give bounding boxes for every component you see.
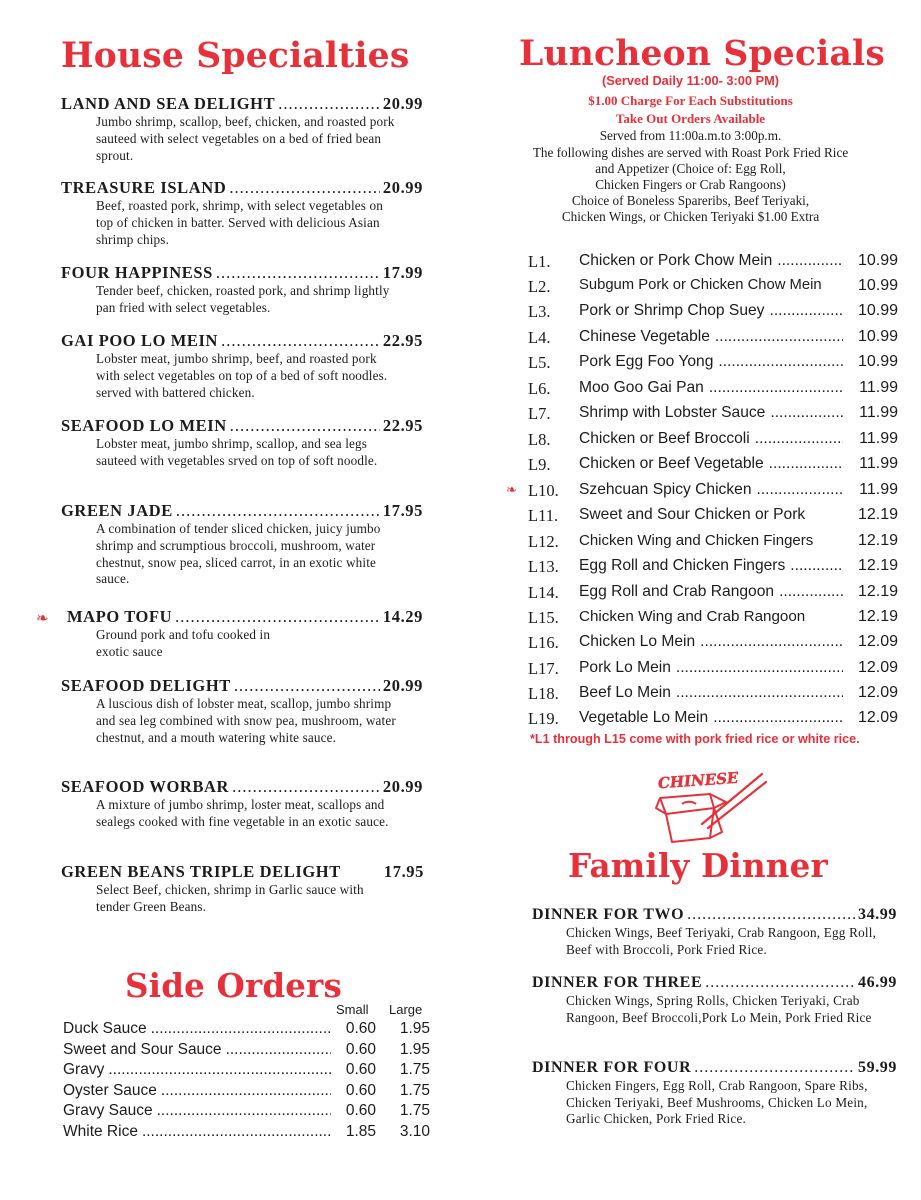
luncheon-info-line: Chicken Fingers or Crab Rangoons) bbox=[595, 177, 786, 192]
luncheon-info-line: The following dishes are served with Roast Pork Fried Rice bbox=[532, 145, 849, 160]
luncheon-item-name: Chicken Lo Mein bbox=[579, 633, 696, 650]
side-order-name: Sweet and Sour Sauce bbox=[63, 1041, 222, 1058]
side-order-small-price: 0.60 bbox=[345, 1102, 376, 1119]
menu-item-heading bbox=[61, 777, 423, 797]
leader-dots bbox=[769, 302, 843, 320]
luncheon-item[interactable] bbox=[528, 252, 898, 276]
family-dinner-name: DINNER FOR THREE bbox=[532, 974, 703, 991]
luncheon-takeout-note: Take Out Orders Available bbox=[615, 111, 766, 126]
side-order-small-price: 1.85 bbox=[345, 1123, 376, 1140]
luncheon-item[interactable] bbox=[528, 532, 898, 556]
luncheon-item-name: Chinese Vegetable bbox=[579, 328, 710, 345]
luncheon-item-code: L18. bbox=[528, 684, 559, 703]
menu-item-price: 22.95 bbox=[382, 416, 423, 435]
luncheon-item-name: Chicken or Pork Chow Mein bbox=[579, 252, 773, 269]
family-dinner-title: Family Dinner bbox=[568, 846, 828, 885]
menu-item-heading bbox=[61, 416, 423, 436]
leader-dots bbox=[234, 676, 380, 696]
menu-item-name: TREASURE ISLAND bbox=[61, 178, 227, 197]
menu-item-heading bbox=[61, 178, 423, 198]
side-order-large-price: 1.75 bbox=[399, 1102, 430, 1119]
side-order-name: Duck Sauce bbox=[63, 1020, 147, 1037]
luncheon-item[interactable] bbox=[528, 302, 898, 326]
luncheon-item-name: Pork or Shrimp Chop Suey bbox=[579, 302, 765, 319]
luncheon-item-price: 12.19 bbox=[857, 506, 898, 523]
luncheon-item-price: 11.99 bbox=[859, 430, 898, 447]
leader-dots bbox=[176, 501, 380, 521]
side-order-row[interactable] bbox=[63, 1102, 430, 1122]
side-order-large-price: 1.95 bbox=[399, 1020, 430, 1037]
logo-text: CHINESE bbox=[657, 768, 739, 793]
spicy-marker-icon: ❧ bbox=[506, 482, 517, 497]
side-order-small-price: 0.60 bbox=[345, 1082, 376, 1099]
luncheon-item-code: L4. bbox=[528, 328, 551, 347]
side-order-name: Gravy Sauce bbox=[63, 1102, 153, 1119]
menu-item-description: Ground pork and tofu cooked in exotic sauce bbox=[96, 627, 271, 659]
menu-item-name: SEAFOOD DELIGHT bbox=[61, 676, 231, 695]
menu-item-name: SEAFOOD LO MEIN bbox=[61, 416, 227, 435]
luncheon-item-code: L5. bbox=[528, 353, 551, 372]
luncheon-item-code: L12. bbox=[528, 532, 559, 551]
menu-item-description: A mixture of jumbo shrimp, loster meat, scallops and sealegs cooked with fine vegetable in an exotic sauce. bbox=[96, 797, 389, 829]
leader-dots bbox=[226, 1041, 331, 1059]
menu-item-price: 20.99 bbox=[382, 777, 423, 796]
luncheon-item[interactable] bbox=[528, 506, 898, 530]
side-orders-large-header: Large bbox=[389, 1002, 423, 1017]
takeout-box-icon bbox=[656, 794, 726, 842]
luncheon-item-price: 10.99 bbox=[857, 328, 898, 345]
side-order-name: White Rice bbox=[63, 1123, 138, 1140]
leader-dots bbox=[709, 379, 843, 397]
luncheon-item-price: 11.99 bbox=[859, 455, 898, 472]
menu-item-price: 20.99 bbox=[382, 676, 423, 695]
menu-item-name: SEAFOOD WORBAR bbox=[61, 777, 230, 796]
leader-dots bbox=[713, 709, 843, 727]
luncheon-item-name: Vegetable Lo Mein bbox=[579, 709, 709, 726]
side-order-row[interactable] bbox=[63, 1041, 430, 1061]
luncheon-substitution-note: $1.00 Charge For Each Substitutions bbox=[588, 93, 793, 108]
luncheon-hours: (Served Daily 11:00- 3:00 PM) bbox=[601, 73, 780, 88]
leader-dots bbox=[718, 353, 843, 371]
menu-item-description: A combination of tender sliced chicken, juicy jumbo shrimp and scrumptious broccoli, mushroom, water chestnut, snow pea, sliced carrot, in an exotic white sauce. bbox=[96, 521, 381, 587]
luncheon-item-name: Chicken Wing and Crab Rangoon bbox=[579, 608, 806, 625]
luncheon-item-code: L15. bbox=[528, 608, 559, 627]
luncheon-item-name: Chicken or Beef Vegetable bbox=[579, 455, 764, 472]
luncheon-item-code: L17. bbox=[528, 659, 559, 678]
side-order-large-price: 1.95 bbox=[399, 1041, 430, 1058]
luncheon-item[interactable] bbox=[528, 328, 898, 352]
leader-dots bbox=[278, 94, 380, 114]
menu-item-heading bbox=[61, 331, 423, 351]
luncheon-item-price: 12.09 bbox=[857, 659, 898, 676]
luncheon-item-price: 11.99 bbox=[859, 379, 898, 396]
luncheon-item-name: Egg Roll and Crab Rangoon bbox=[579, 583, 775, 600]
luncheon-item-price: 10.99 bbox=[857, 353, 898, 370]
luncheon-footnote: *L1 through L15 come with pork fried rice or white rice. bbox=[530, 732, 860, 746]
luncheon-item-name: Subgum Pork or Chicken Chow Mein bbox=[579, 277, 822, 293]
menu-item-price: 17.95 bbox=[382, 501, 423, 520]
leader-dots bbox=[705, 974, 855, 992]
leader-dots bbox=[230, 416, 380, 436]
menu-item-name: GAI POO LO MEIN bbox=[61, 331, 219, 350]
side-order-row[interactable] bbox=[63, 1020, 430, 1040]
side-order-name: Oyster Sauce bbox=[63, 1082, 157, 1099]
luncheon-item-code: L1. bbox=[528, 252, 551, 271]
luncheon-item-price: 12.19 bbox=[857, 557, 898, 574]
menu-item-price: 20.99 bbox=[382, 178, 423, 197]
menu-item-name: FOUR HAPPINESS bbox=[61, 263, 213, 282]
luncheon-item-name: Sweet and Sour Chicken or Pork bbox=[579, 506, 806, 523]
luncheon-item[interactable] bbox=[528, 455, 898, 479]
luncheon-item-price: 12.09 bbox=[857, 709, 898, 726]
menu-item-description: Jumbo shrimp, scallop, beef, chicken, and roasted pork sauteed with select vegetables on a bed of fried bean sprout. bbox=[96, 114, 395, 163]
side-order-row[interactable] bbox=[63, 1061, 430, 1081]
luncheon-item[interactable] bbox=[528, 557, 898, 581]
luncheon-item[interactable] bbox=[528, 379, 898, 403]
luncheon-item-name: Egg Roll and Chicken Fingers bbox=[579, 557, 786, 574]
luncheon-info-line: Served from 11:00a.m.to 3:00p.m. bbox=[599, 128, 782, 143]
family-dinner-description: Chicken Wings, Spring Rolls, Chicken Teriyaki, Crab Rangoon, Beef Broccoli,Pork Lo Mein, Pork Fried Rice bbox=[566, 993, 872, 1025]
luncheon-specials-title: Luncheon Specials bbox=[519, 34, 885, 74]
luncheon-item-code: L8. bbox=[528, 430, 551, 449]
leader-dots bbox=[151, 1020, 331, 1038]
luncheon-item-code: L9. bbox=[528, 455, 551, 474]
luncheon-item[interactable] bbox=[528, 404, 898, 428]
menu-item-name: MAPO TOFU bbox=[67, 607, 173, 626]
side-orders-small-header: Small bbox=[336, 1002, 369, 1017]
family-dinner-name: DINNER FOR TWO bbox=[532, 906, 685, 923]
leader-dots bbox=[779, 583, 843, 601]
luncheon-item[interactable] bbox=[528, 633, 898, 657]
leader-dots bbox=[221, 331, 380, 351]
luncheon-item-price: 12.19 bbox=[857, 608, 898, 625]
side-order-large-price: 3.10 bbox=[399, 1123, 430, 1140]
leader-dots bbox=[715, 328, 843, 346]
luncheon-item-price: 12.19 bbox=[857, 532, 898, 549]
luncheon-item-name: Pork Egg Foo Yong bbox=[579, 353, 714, 370]
luncheon-item[interactable] bbox=[528, 684, 898, 708]
luncheon-item-code: L10. bbox=[528, 481, 559, 500]
luncheon-item[interactable] bbox=[528, 583, 898, 607]
menu-item-heading bbox=[61, 94, 423, 114]
family-dinner-description: Chicken Wings, Beef Teriyaki, Crab Rangoon, Egg Roll, Beef with Broccoli, Pork Fried Rice. bbox=[566, 925, 877, 957]
menu-item-price: 17.99 bbox=[382, 263, 423, 282]
family-dinner-heading bbox=[532, 906, 897, 924]
menu-item-description: Beef, roasted pork, shrimp, with select vegetables on top of chicken in batter. Served with delicious Asian shrimp chips. bbox=[96, 198, 384, 247]
luncheon-item-price: 10.99 bbox=[857, 277, 898, 294]
side-order-large-price: 1.75 bbox=[399, 1082, 430, 1099]
menu-item-name: GREEN JADE bbox=[61, 501, 173, 520]
luncheon-item-price: 10.99 bbox=[857, 252, 898, 269]
luncheon-info-line: and Appetizer (Choice of: Egg Roll, bbox=[595, 161, 786, 176]
side-orders-title: Side Orders bbox=[125, 966, 342, 1005]
luncheon-info-line: Chicken Wings, or Chicken Teriyaki $1.00 Extra bbox=[561, 209, 820, 224]
luncheon-item-code: L19. bbox=[528, 709, 559, 728]
leader-dots bbox=[161, 1082, 331, 1100]
side-order-name: Gravy bbox=[63, 1061, 105, 1078]
luncheon-item[interactable] bbox=[528, 353, 898, 377]
luncheon-item-code: L14. bbox=[528, 583, 559, 602]
luncheon-item[interactable] bbox=[528, 430, 898, 454]
luncheon-item[interactable] bbox=[528, 659, 898, 683]
menu-item-description: Tender beef, chicken, roasted pork, and shrimp lightly pan fried with select vegetables. bbox=[96, 283, 390, 315]
house-specialties-title: House Specialties bbox=[61, 36, 410, 76]
family-dinner-heading bbox=[532, 974, 897, 992]
spicy-marker-icon: ❧ bbox=[36, 611, 49, 627]
luncheon-info-line: Choice of Boneless Spareribs, Beef Teriyaki, bbox=[571, 193, 810, 208]
menu-item-name: GREEN BEANS TRIPLE DELIGHT bbox=[61, 862, 341, 881]
luncheon-item[interactable] bbox=[528, 709, 898, 733]
leader-dots bbox=[694, 1059, 855, 1077]
menu-item-description: Select Beef, chicken, shrimp in Garlic sauce with tender Green Beans. bbox=[96, 882, 364, 914]
leader-dots bbox=[790, 557, 843, 575]
side-order-large-price: 1.75 bbox=[399, 1061, 430, 1078]
luncheon-item-code: L11. bbox=[528, 506, 559, 525]
luncheon-item-name: Beef Lo Mein bbox=[579, 684, 671, 701]
leader-dots bbox=[769, 455, 843, 473]
luncheon-item-code: L6. bbox=[528, 379, 551, 398]
leader-dots bbox=[108, 1061, 331, 1079]
luncheon-item-code: L16. bbox=[528, 633, 559, 652]
leader-dots bbox=[175, 607, 380, 627]
luncheon-item-price: 11.99 bbox=[859, 404, 898, 421]
luncheon-item-name: Shrimp with Lobster Sauce bbox=[579, 404, 766, 421]
side-order-small-price: 0.60 bbox=[345, 1061, 376, 1078]
leader-dots bbox=[700, 633, 843, 651]
leader-dots bbox=[676, 659, 843, 677]
leader-dots bbox=[755, 430, 843, 448]
menu-item-description: A luscious dish of lobster meat, scallop, jumbo shrimp and sea leg combined with snow pea, mushroom, water chestnut, and a mouth watering white sauce. bbox=[96, 696, 396, 745]
luncheon-item-price: 12.09 bbox=[857, 684, 898, 701]
side-order-row[interactable] bbox=[63, 1123, 430, 1143]
side-order-small-price: 0.60 bbox=[345, 1020, 376, 1037]
leader-dots bbox=[232, 777, 380, 797]
side-order-row[interactable] bbox=[63, 1082, 430, 1102]
luncheon-item-price: 12.19 bbox=[857, 583, 898, 600]
family-dinner-price: 46.99 bbox=[858, 974, 897, 991]
leader-dots bbox=[157, 1102, 331, 1120]
menu-item-heading bbox=[67, 607, 423, 627]
family-dinner-name: DINNER FOR FOUR bbox=[532, 1059, 692, 1076]
luncheon-item[interactable] bbox=[506, 481, 898, 505]
leader-dots bbox=[676, 684, 843, 702]
chinese-takeout-logo bbox=[652, 768, 770, 848]
leader-dots bbox=[770, 404, 843, 422]
luncheon-item-price: 10.99 bbox=[857, 302, 898, 319]
menu-item-price: 20.99 bbox=[382, 94, 423, 113]
family-dinner-price: 59.99 bbox=[858, 1059, 897, 1076]
family-dinner-description: Chicken Fingers, Egg Roll, Crab Rangoon, Spare Ribs, Chicken Teriyaki, Beef Mushrooms, Chicken Lo Mein, Garlic Chicken, Pork Fried Rice. bbox=[566, 1078, 868, 1127]
menu-item-heading bbox=[61, 862, 424, 882]
luncheon-item[interactable] bbox=[528, 277, 898, 301]
menu-item-description: Lobster meat, jumbo shrimp, beef, and roasted pork with select vegetables on top of a bed of soft noodles. served with battered chicken. bbox=[96, 351, 388, 400]
leader-dots bbox=[216, 263, 380, 283]
menu-item-price: 17.95 bbox=[383, 862, 424, 881]
luncheon-item-name: Chicken or Beef Broccoli bbox=[579, 430, 750, 447]
luncheon-item-price: 11.99 bbox=[859, 481, 898, 498]
menu-item-heading bbox=[61, 676, 423, 696]
leader-dots bbox=[687, 906, 855, 924]
family-dinner-heading bbox=[532, 1059, 897, 1077]
menu-item-description: Lobster meat, jumbo shrimp, scallop, and sea legs sauteed with vegetables srved on top of soft noodle. bbox=[96, 436, 378, 468]
menu-item-heading bbox=[61, 501, 423, 521]
leader-dots bbox=[142, 1123, 331, 1141]
luncheon-item-code: L3. bbox=[528, 302, 551, 321]
family-dinner-price: 34.99 bbox=[858, 906, 897, 923]
leader-dots bbox=[229, 178, 380, 198]
menu-item-price: 22.95 bbox=[382, 331, 423, 350]
luncheon-item-code: L7. bbox=[528, 404, 551, 423]
menu-item-name: LAND AND SEA DELIGHT bbox=[61, 94, 276, 113]
leader-dots bbox=[757, 481, 844, 499]
luncheon-item-name: Moo Goo Gai Pan bbox=[579, 379, 704, 396]
menu-item-price: 14.29 bbox=[382, 607, 423, 626]
luncheon-item-code: L2. bbox=[528, 277, 551, 296]
luncheon-item-name: Szehcuan Spicy Chicken bbox=[579, 481, 752, 498]
leader-dots bbox=[777, 252, 843, 270]
luncheon-item[interactable] bbox=[528, 608, 898, 632]
side-order-small-price: 0.60 bbox=[345, 1041, 376, 1058]
luncheon-item-name: Chicken Wing and Chicken Fingers bbox=[579, 532, 814, 549]
luncheon-item-name: Pork Lo Mein bbox=[579, 659, 671, 676]
menu-item-heading bbox=[61, 263, 423, 283]
luncheon-item-code: L13. bbox=[528, 557, 559, 576]
luncheon-item-price: 12.09 bbox=[857, 633, 898, 650]
